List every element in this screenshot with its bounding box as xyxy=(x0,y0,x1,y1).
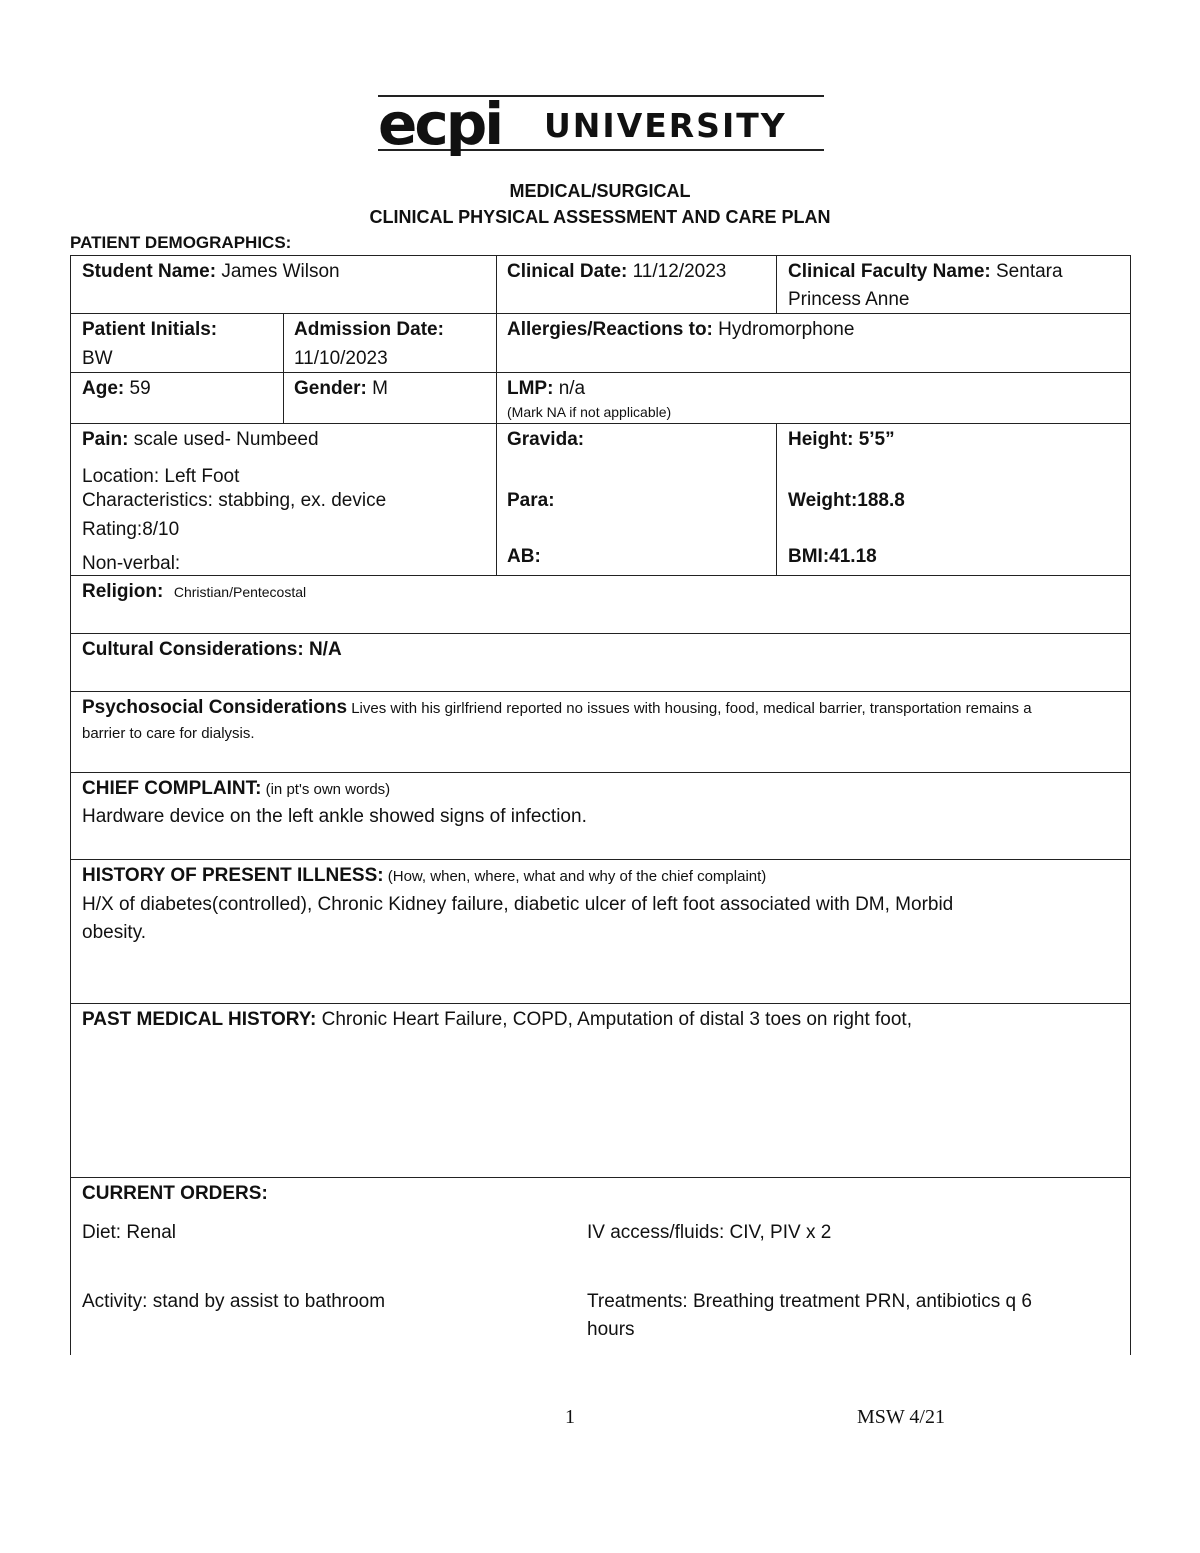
faculty-name-label: Clinical Faculty Name: xyxy=(788,261,991,282)
orders-iv-access: IV access/fluids: CIV, PIV x 2 xyxy=(587,1222,832,1243)
lmp-label: LMP: xyxy=(507,378,554,399)
hpi-value-line1: H/X of diabetes(controlled), Chronic Kidney failure, diabetic ulcer of left foot associated with DM, Morbid xyxy=(82,894,954,915)
age-field xyxy=(82,375,151,403)
orders-diet: Diet: Renal xyxy=(82,1222,176,1243)
pmh-field xyxy=(82,1006,912,1034)
pain-rating: Rating:8/10 xyxy=(82,519,180,540)
faculty-name-field xyxy=(788,258,1063,286)
pain-characteristics: Characteristics: stabbing, ex. device xyxy=(82,490,387,511)
age-value: 59 xyxy=(124,378,151,399)
admission-date-value: 11/10/2023 xyxy=(294,348,388,369)
chief-complaint-field xyxy=(82,775,390,804)
logo-brand-text: ecpi xyxy=(378,90,502,158)
cultural-considerations: Cultural Considerations: N/A xyxy=(82,639,342,660)
height-field: Height: 5’5” xyxy=(788,429,895,450)
allergies-value: Hydromorphone xyxy=(712,319,855,340)
gravida-label: Gravida: xyxy=(507,429,585,450)
gender-field xyxy=(294,375,388,403)
chief-complaint-label: CHIEF COMPLAINT: xyxy=(82,778,262,799)
form-version: MSW 4/21 xyxy=(857,1406,945,1428)
pain-field xyxy=(82,426,319,454)
clinical-date-field xyxy=(507,258,726,286)
ecpi-university-logo xyxy=(376,86,826,158)
current-orders-label: CURRENT ORDERS: xyxy=(82,1183,268,1204)
faculty-name-value: Sentara xyxy=(990,261,1063,282)
admission-date-label: Admission Date: xyxy=(294,319,444,340)
chief-complaint-note: (in pt's own words) xyxy=(261,781,391,798)
allergies-field xyxy=(507,316,854,344)
student-name-value: James Wilson xyxy=(216,261,340,282)
faculty-name-value-line2: Princess Anne xyxy=(788,289,910,310)
pain-value: scale used- Numbeed xyxy=(128,429,319,450)
weight-field: Weight:188.8 xyxy=(788,490,905,511)
lmp-value: n/a xyxy=(553,378,586,399)
religion-field xyxy=(82,578,306,606)
section-label-demographics: PATIENT DEMOGRAPHICS: xyxy=(70,233,292,252)
hpi-label: HISTORY OF PRESENT ILLNESS: xyxy=(82,865,384,886)
lmp-note: (Mark NA if not applicable) xyxy=(507,404,672,420)
hpi-field xyxy=(82,862,766,891)
orders-treatments-line1: Treatments: Breathing treatment PRN, antibiotics q 6 xyxy=(587,1291,1032,1312)
pmh-label: PAST MEDICAL HISTORY: xyxy=(82,1009,317,1030)
psychosocial-value-line2: barrier to care for dialysis. xyxy=(82,725,255,742)
clinical-date-label: Clinical Date: xyxy=(507,261,628,282)
religion-value: Christian/Pentecostal xyxy=(173,584,307,600)
pmh-value: Chronic Heart Failure, COPD, Amputation of distal 3 toes on right foot, xyxy=(316,1009,912,1030)
student-name-field xyxy=(82,258,340,286)
lmp-field xyxy=(507,375,585,403)
psychosocial-label: Psychosocial Considerations xyxy=(82,697,348,718)
ab-label: AB: xyxy=(507,546,541,567)
pain-location: Location: Left Foot xyxy=(82,466,240,487)
gender-value: M xyxy=(366,378,388,399)
psychosocial-field xyxy=(82,694,1032,723)
logo-university-text: UNIVERSITY xyxy=(544,106,787,145)
pain-nonverbal: Non-verbal: xyxy=(82,553,181,574)
allergies-label: Allergies/Reactions to: xyxy=(507,319,713,340)
religion-label: Religion: xyxy=(82,581,164,602)
para-label: Para: xyxy=(507,490,555,511)
pain-label: Pain: xyxy=(82,429,129,450)
page-number: 1 xyxy=(565,1406,575,1428)
hpi-note: (How, when, where, what and why of the chief complaint) xyxy=(383,868,767,885)
form-title-line1: MEDICAL/SURGICAL xyxy=(509,181,691,201)
hpi-value-line2: obesity. xyxy=(82,922,147,943)
orders-activity: Activity: stand by assist to bathroom xyxy=(82,1291,386,1312)
form-title-line2: CLINICAL PHYSICAL ASSESSMENT AND CARE PLAN xyxy=(369,207,831,227)
gender-label: Gender: xyxy=(294,378,367,399)
chief-complaint-value: Hardware device on the left ankle showed signs of infection. xyxy=(82,806,587,827)
orders-treatments-line2: hours xyxy=(587,1319,635,1340)
psychosocial-value-line1: Lives with his girlfriend reported no issues with housing, food, medical barrier, transportation remains a xyxy=(347,700,1032,717)
patient-initials-value: BW xyxy=(82,348,113,369)
bmi-field: BMI:41.18 xyxy=(788,546,877,567)
student-name-label: Student Name: xyxy=(82,261,217,282)
age-label: Age: xyxy=(82,378,125,399)
clinical-date-value: 11/12/2023 xyxy=(627,261,727,282)
patient-initials-label: Patient Initials: xyxy=(82,319,218,340)
